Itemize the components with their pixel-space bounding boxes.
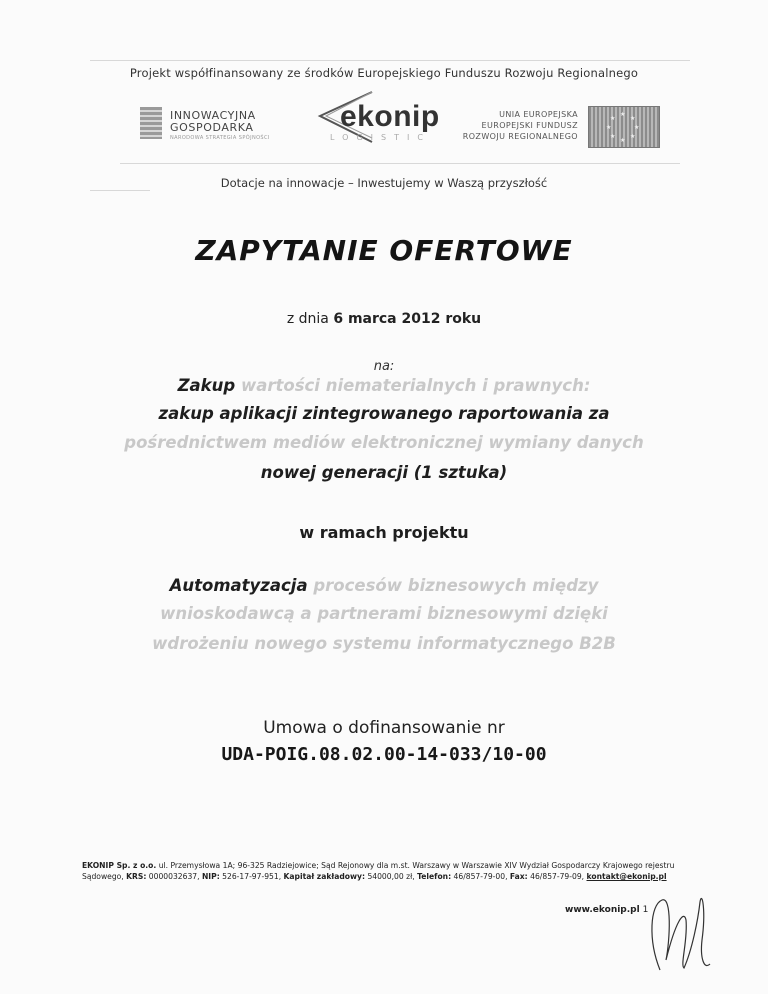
footer-capital: 54000,00 zł, <box>367 872 415 881</box>
document-date <box>0 311 768 327</box>
website-link[interactable]: www.ekonip.pl <box>565 905 640 915</box>
subject-line-3: pośrednictwem mediów elektronicznej wymiany danych <box>124 433 644 452</box>
ekonip-subtitle: LOGISTIC <box>330 133 431 142</box>
slogan-rule-left <box>90 190 150 191</box>
company-footer <box>82 860 680 882</box>
agreement-number: UDA-POIG.08.02.00-14-033/10-00 <box>221 744 547 765</box>
header-top-rule <box>90 60 690 61</box>
innowacyjna-gospodarka-logo <box>140 105 300 145</box>
footer-website <box>565 905 648 915</box>
footer-address: ul. Przemysłowa 1A; 96-325 Radziejowice; Sąd Rejonowy dla m.st. Warszawy w Warszawie XIV Wydział Gospodarczy Krajowego rejestru Sądowego, <box>82 861 675 881</box>
logo-right-line1: UNIA EUROPEJSKA <box>499 110 578 119</box>
footer-email-link[interactable]: kontakt@ekonip.pl <box>586 872 667 881</box>
ekonip-wordmark: ekonip <box>340 100 440 133</box>
footer-krs: 0000032637, <box>148 872 200 881</box>
footer-fax-label: Fax: <box>509 872 528 881</box>
footer-capital-label: Kapitał zakładowy: <box>283 872 366 881</box>
logo-left-line2: GOSPODARKA <box>170 121 254 134</box>
date-prefix: z dnia <box>286 311 329 327</box>
footer-phone: 46/857-79-00, <box>453 872 508 881</box>
subject-line-2: zakup aplikacji zintegrowanego raportowania za <box>158 404 610 423</box>
slogan: Dotacje na innowacje – Inwestujemy w Waszą przyszłość <box>220 176 548 190</box>
project-faded: procesów biznesowych między <box>313 576 599 595</box>
document-title: ZAPYTANIE OFERTOWE <box>195 234 573 267</box>
innowacyjna-gospodarka-icon <box>140 107 162 139</box>
logo-left-line3: NARODOWA STRATEGIA SPÓJNOŚCI <box>170 135 270 141</box>
agreement-label: Umowa o dofinansowanie nr <box>263 718 505 738</box>
footer-fax: 46/857-79-09, <box>530 872 585 881</box>
logo-right-line3: ROZWOJU REGIONALNEGO <box>462 132 578 141</box>
page-number: 1 <box>642 905 649 915</box>
footer-company: EKONIP Sp. z o.o. <box>82 861 157 870</box>
subject-line-1 <box>0 376 768 395</box>
project-bold: Automatyzacja <box>169 576 308 595</box>
project-line-1 <box>0 576 768 595</box>
eu-flag-icon: ★ ★ ★ ★ ★ ★ ★ ★ <box>588 106 660 148</box>
within-project-label: w ramach projektu <box>299 523 469 542</box>
eu-logo <box>462 106 668 146</box>
na-label: na: <box>373 359 395 374</box>
project-line-3: wdrożeniu nowego systemu informatycznego B2B <box>152 634 616 653</box>
date-value: 6 marca 2012 roku <box>333 311 482 327</box>
ekonip-logo <box>312 86 470 150</box>
handwritten-signature <box>640 880 720 980</box>
subject-faded: wartości niematerialnych i prawnych: <box>240 376 591 395</box>
footer-nip-label: NIP: <box>201 872 220 881</box>
footer-phone-label: Telefon: <box>417 872 452 881</box>
footer-krs-label: KRS: <box>126 872 147 881</box>
header-bottom-rule <box>120 163 680 164</box>
logo-right-line2: EUROPEJSKI FUNDUSZ <box>481 121 578 130</box>
subject-bold: Zakup <box>177 376 236 395</box>
footer-nip: 526-17-97-951, <box>222 872 282 881</box>
project-line-2: wnioskodawcą a partnerami biznesowymi dzięki <box>160 604 608 623</box>
cofinancing-line: Projekt współfinansowany ze środków Europejskiego Funduszu Rozwoju Regionalnego <box>129 66 639 80</box>
subject-line-4: nowej generacji (1 sztuka) <box>260 463 508 482</box>
logo-left-line1: INNOWACYJNA <box>170 109 256 122</box>
